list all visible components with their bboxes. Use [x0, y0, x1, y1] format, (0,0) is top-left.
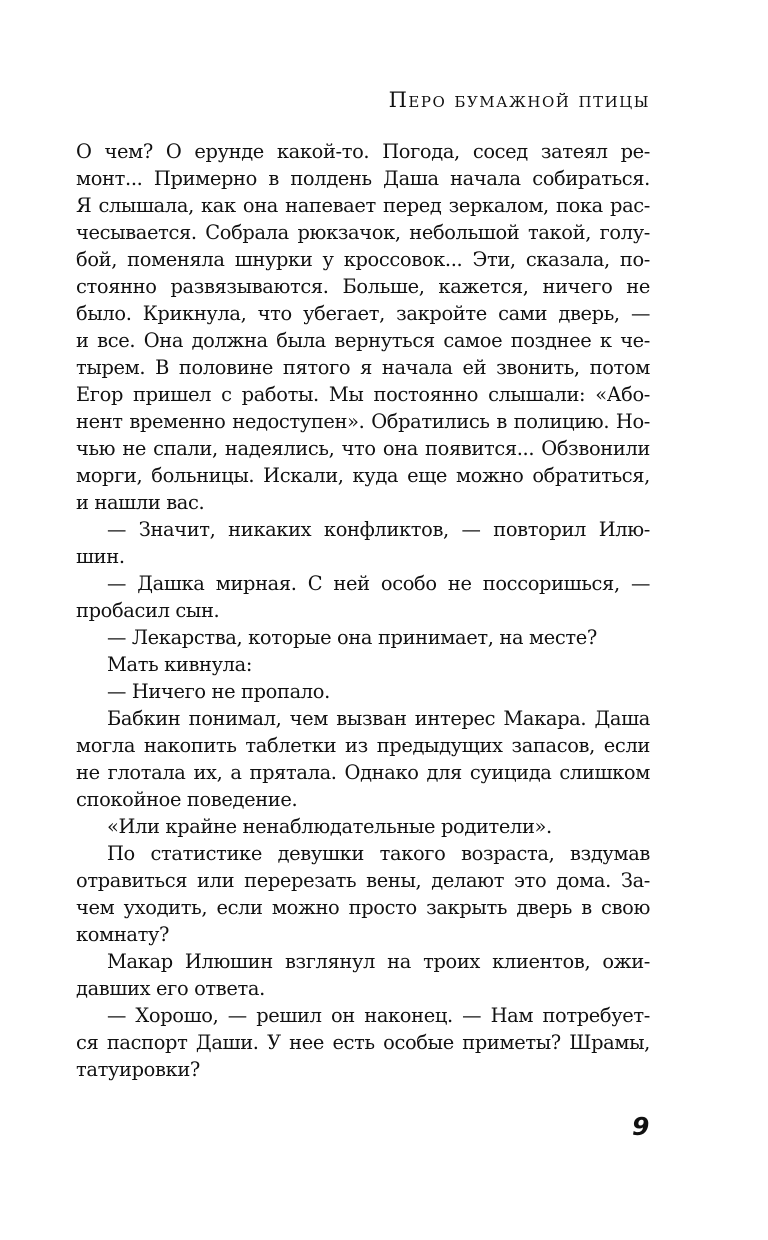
text-line: Я слышала, как она напевает перед зеркалом, пока рас-	[76, 194, 650, 217]
text-line: не глотала их, а прятала. Однако для суицида слишком	[76, 761, 650, 784]
text-line: монт... Примерно в полдень Даша начала собираться.	[76, 167, 650, 190]
text-line: — Лекарства, которые она принимает, на месте?	[107, 626, 597, 649]
text-line: давших его ответа.	[76, 977, 265, 1000]
text-line: стоянно развязываются. Больше, кажется, ничего не	[76, 275, 650, 298]
text-line: отравиться или перерезать вены, делают это дома. За-	[76, 869, 650, 892]
text-line: могла накопить таблетки из предыдущих запасов, если	[76, 734, 650, 757]
text-line: Бабкин понимал, чем вызван интерес Макара. Даша	[107, 707, 650, 730]
text-line: комнату?	[76, 923, 170, 946]
text-line: чью не спали, надеялись, что она появится... Обзвонили	[76, 437, 650, 460]
body-text	[76, 138, 650, 1083]
text-line: чем уходить, если можно просто закрыть дверь в свою	[76, 896, 650, 919]
text-line: Егор пришел с работы. Мы постоянно слышали: «Або-	[76, 383, 650, 406]
text-line: нент временно недоступен». Обратились в полицию. Но-	[76, 410, 650, 433]
text-line: тырем. В половине пятого я начала ей звонить, потом	[76, 356, 650, 379]
text-line: — Ничего не пропало.	[107, 680, 330, 703]
text-line: и все. Она должна была вернуться самое позднее к че-	[76, 329, 650, 352]
text-line: чесывается. Собрала рюкзачок, небольшой такой, голу-	[76, 221, 650, 244]
text-line: ся паспорт Даши. У нее есть особые приметы? Шрамы,	[76, 1031, 650, 1054]
text-line: Макар Илюшин взглянул на троих клиентов, ожи-	[107, 950, 650, 973]
text-line: шин.	[76, 545, 125, 568]
text-line: — Дашка мирная. С ней особо не поссоришься, —	[107, 572, 650, 595]
text-line: По статистике девушки такого возраста, вздумав	[107, 842, 650, 865]
text-line: и нашли вас.	[76, 491, 205, 514]
text-line: О чем? О ерунде какой-то. Погода, сосед затеял ре-	[76, 140, 650, 163]
text-line: татуировки?	[76, 1058, 200, 1081]
text-line: спокойное поведение.	[76, 788, 298, 811]
text-line: было. Крикнула, что убегает, закройте сами дверь, —	[76, 302, 650, 325]
text-line: «Или крайне ненаблюдательные родители».	[107, 815, 552, 838]
text-line: пробасил сын.	[76, 599, 220, 622]
text-line: Мать кивнула:	[107, 653, 253, 676]
running-title: Перо бумажной птицы	[388, 88, 650, 112]
text-line: бой, поменяла шнурки у кроссовок... Эти, сказала, по-	[76, 248, 650, 271]
text-line: — Хорошо, — решил он наконец. — Нам потребует-	[107, 1004, 650, 1027]
page-number: 9	[632, 1112, 650, 1141]
text-line: — Значит, никаких конфликтов, — повторил Илю-	[107, 518, 650, 541]
text-line: морги, больницы. Искали, куда еще можно обратиться,	[76, 464, 650, 487]
